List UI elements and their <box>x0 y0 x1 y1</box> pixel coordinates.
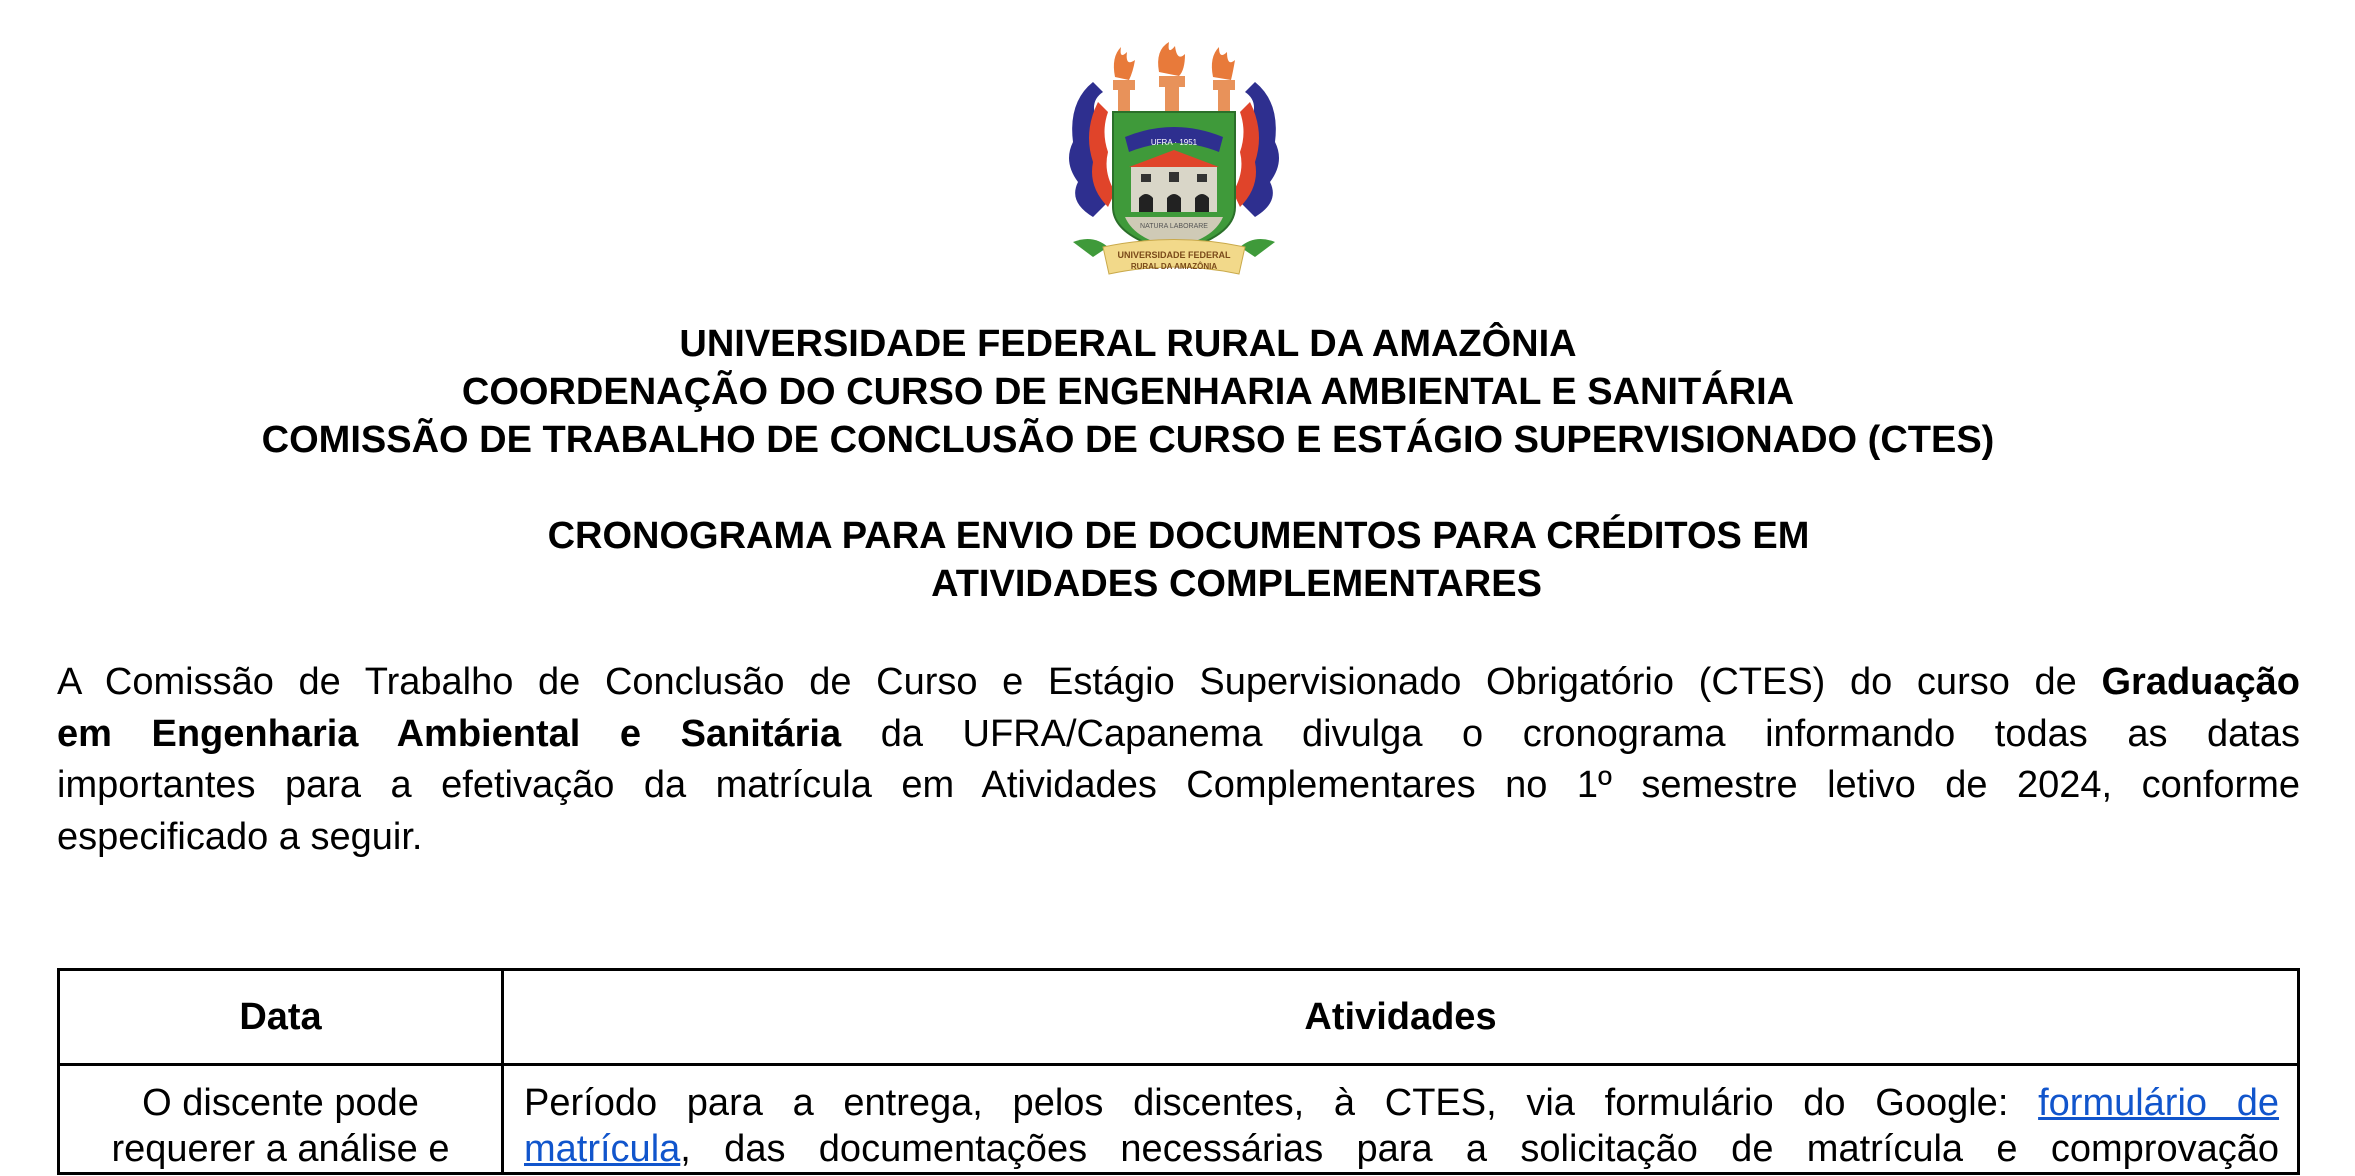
intro-paragraph <box>57 657 2300 863</box>
date-cell: O discente pode requerer a análise e <box>59 1065 503 1174</box>
intro-line-3: importantes para a efetivação da matrícula em Atividades Complementares no 1º semestre letivo de 2024, conforme <box>57 764 2300 806</box>
intro-line-2: em Engenharia Ambiental e Sanitária da UFRA/Capanema divulga o cronograma informando todas as datas <box>57 712 2300 755</box>
document-title <box>57 512 2300 608</box>
institution-header <box>57 320 2199 464</box>
course-name-bold-cont: em Engenharia Ambiental e Sanitária <box>57 712 842 755</box>
university-logo <box>1063 42 1285 280</box>
course-name-bold: Graduação <box>2101 661 2300 703</box>
column-header-data: Data <box>59 970 503 1065</box>
document-title-line2: ATIVIDADES COMPLEMENTARES <box>931 563 1542 605</box>
committee-name: COMISSÃO DE TRABALHO DE CONCLUSÃO DE CURSO E ESTÁGIO SUPERVISIONADO (CTES) <box>261 419 1995 461</box>
torch-icon <box>1113 42 1235 112</box>
svg-text:UFRA · 1951: UFRA · 1951 <box>1150 138 1198 147</box>
document-title-line1: CRONOGRAMA PARA ENVIO DE DOCUMENTOS PARA CRÉDITOS EM <box>547 515 1810 557</box>
svg-text:RURAL DA AMAZÔNIA: RURAL DA AMAZÔNIA <box>1130 262 1218 271</box>
column-header-activities: Atividades <box>503 970 2299 1065</box>
svg-text:UNIVERSIDADE FEDERAL: UNIVERSIDADE FEDERAL <box>1117 250 1231 260</box>
activity-cell: Período para a entrega, pelos discentes, à CTES, via formulário do Google: formulário de matrícula, das documentações necessárias para a solicitação de matrícula e comprovação <box>503 1065 2299 1174</box>
table-row <box>59 1065 2299 1174</box>
intro-line-4: especificado a seguir. <box>57 815 423 858</box>
table-header-row <box>59 970 2299 1065</box>
coat-of-arms-icon <box>1063 42 1285 280</box>
enrollment-form-link-cont[interactable]: matrícula <box>524 1128 681 1170</box>
course-coordination: COORDENAÇÃO DO CURSO DE ENGENHARIA AMBIENTAL E SANITÁRIA <box>461 371 1795 413</box>
intro-line-1: A Comissão de Trabalho de Conclusão de Curso e Estágio Supervisionado Obrigatório (CTES) do curso de Graduação <box>57 661 2300 703</box>
enrollment-form-link[interactable]: formulário de <box>2038 1082 2280 1124</box>
svg-text:NATURA LABORARE: NATURA LABORARE <box>1140 223 1208 230</box>
university-name: UNIVERSIDADE FEDERAL RURAL DA AMAZÔNIA <box>679 323 1577 365</box>
schedule-table <box>57 968 2300 1175</box>
